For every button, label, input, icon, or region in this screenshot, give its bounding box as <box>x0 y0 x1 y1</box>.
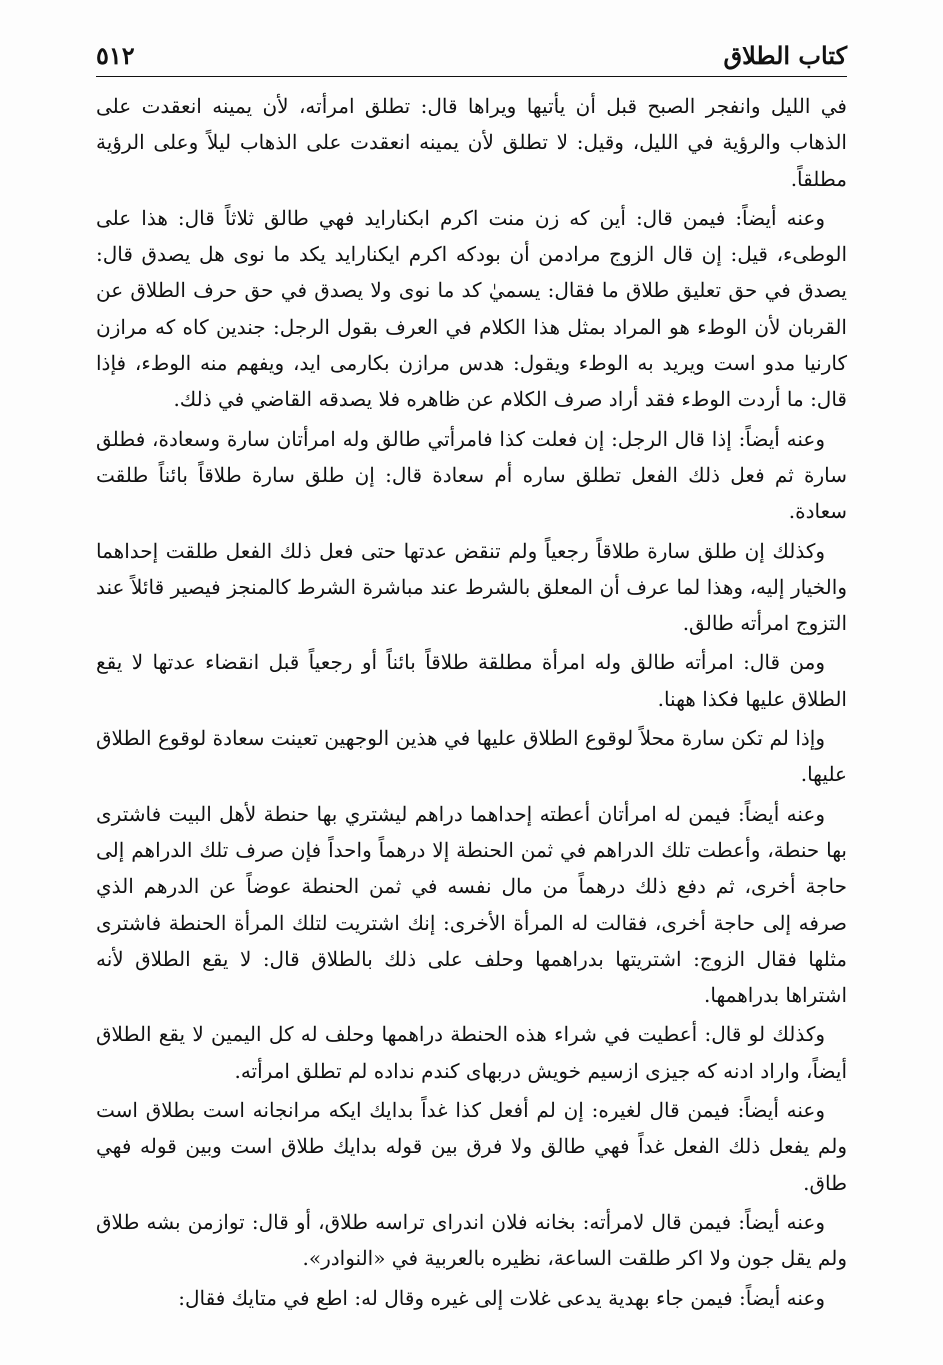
paragraph: وعنه أيضاً: فيمن قال لغيره: إن لم أفعل كذا غداً بدايك ايكه مرانجانه است بطلاق است ولم يفعل ذلك الفعل غداً فهي طالق ولا فرق بين قوله بدايك طلاق است وبين قوله فهي طاق. <box>96 1098 847 1195</box>
page-header <box>96 30 847 77</box>
page-body <box>96 88 847 1325</box>
paragraph: وعنه أيضاً: فيمن جاء بهدية يدعى غلات إلى غيره وقال له: اطع في متايك فقال: <box>178 1285 825 1310</box>
paragraph: وكذلك إن طلق سارة طلاقاً رجعياً ولم تنقض عدتها حتى فعل ذلك الفعل طلقت إحداهما والخيار إليه، وهذا لما عرف أن المعلق بالشرط عند مباشرة الشرط كالمنجز فيصير قائلاً عند التزوج امرأته طالق. <box>96 538 847 636</box>
paragraph: وإذا لم تكن سارة محلاً لوقوع الطلاق عليها في هذين الوجهين تعينت سعادة لوقوع الطلاق عليها. <box>96 726 847 787</box>
running-title: كتاب الطلاق <box>723 41 847 70</box>
paragraph: وكذلك لو قال: أعطيت في شراء هذه الحنطة دراهمها وحلف له كل اليمين لا يقع الطلاق أيضاً، واراد ادنه كه جيزى ازسيم خويش دربهاى كندم نداده لم تطلق امرأته. <box>96 1022 847 1083</box>
paragraph: وعنه أيضاً: فيمن له امرأتان أعطته إحداهما دراهم ليشتري بها حنطة لأهل البيت فاشترى بها حنطة، وأعطت تلك الدراهم في ثمن الحنطة إلا درهماً واحداً فإن صرف تلك الدراهم إلى حاجة أخرى، ثم دفع ذلك درهماً من مال نفسه في ثمن الحنطة عوضاً عن الدرهم الذي صرفه إلى حاجة أخرى، فقالت له المرأة الأخرى: إنك اشتريت لتلك المرأة الحنطة فاشترى مثلها فقال الزوج: اشتريتها بدراهمها وحلف على ذلك بالطلاق قال: لا يقع الطلاق لأنه اشتراها بدراهمها. <box>96 801 847 1008</box>
paragraph: ومن قال: امرأته طالق وله امرأة مطلقة طلاقاً بائناً أو رجعياً قبل انقضاء عدتها لا يقع الطلاق عليها فكذا ههنا. <box>96 650 847 711</box>
paragraph: وعنه أيضاً: فيمن قال: أين كه زن منت اكرم ابكنارايد فهي طالق ثلاثاً قال: هذا على الوطىء، قيل: إن قال الزوج مرادمن أن بودكه اكرم ايكنارايد يكد ما نوى هل يصدق قال: يصدق في حق تعليق طلاق ما فقال: يسميٰ كد ما نوى ولا يصدق في حق حرف الطلاق عن القربان لأن الوطء هو المراد بمثل هذا الكلام في العرف بقول الرجل: جندين كاه كه مرازن كارنيا مدو است ويريد به الوطء ويقول: هدس مرازن بكارمى ايد، ويفهم منه الوطء، فإذا قال: ما أردت الوطء فقد أراد صرف الكلام عن ظاهره فلا يصدقه القاضي في ذلك. <box>96 205 847 412</box>
paragraph: وعنه أيضاً: فيمن قال لامرأته: بخانه فلان اندراى تراسه طلاق، أو قال: توازمن بشه طلاق ولم يقل جون ولا اكر طلقت الساعة، نظيره بالعربية في «النوادر». <box>96 1209 847 1271</box>
paragraph: في الليل وانفجر الصبح قبل أن يأتيها ويراها قال: تطلق امرأته، لأن يمينه انعقدت على الذهاب والرؤية في الليل، وقيل: لا تطلق لأن يمينه انعقدت على الذهاب ليلاً وعلى الرؤية مطلقاً. <box>96 94 847 191</box>
page-number: ٥١٢ <box>96 41 135 70</box>
paragraph: وعنه أيضاً: إذا قال الرجل: إن فعلت كذا فامرأتي طالق وله امرأتان سارة وسعادة، فطلق سارة ثم فعل ذلك الفعل تطلق ساره أم سعادة قال: إن طلق سارة طلاقاً بائناً طلقت سعادة. <box>96 426 847 524</box>
